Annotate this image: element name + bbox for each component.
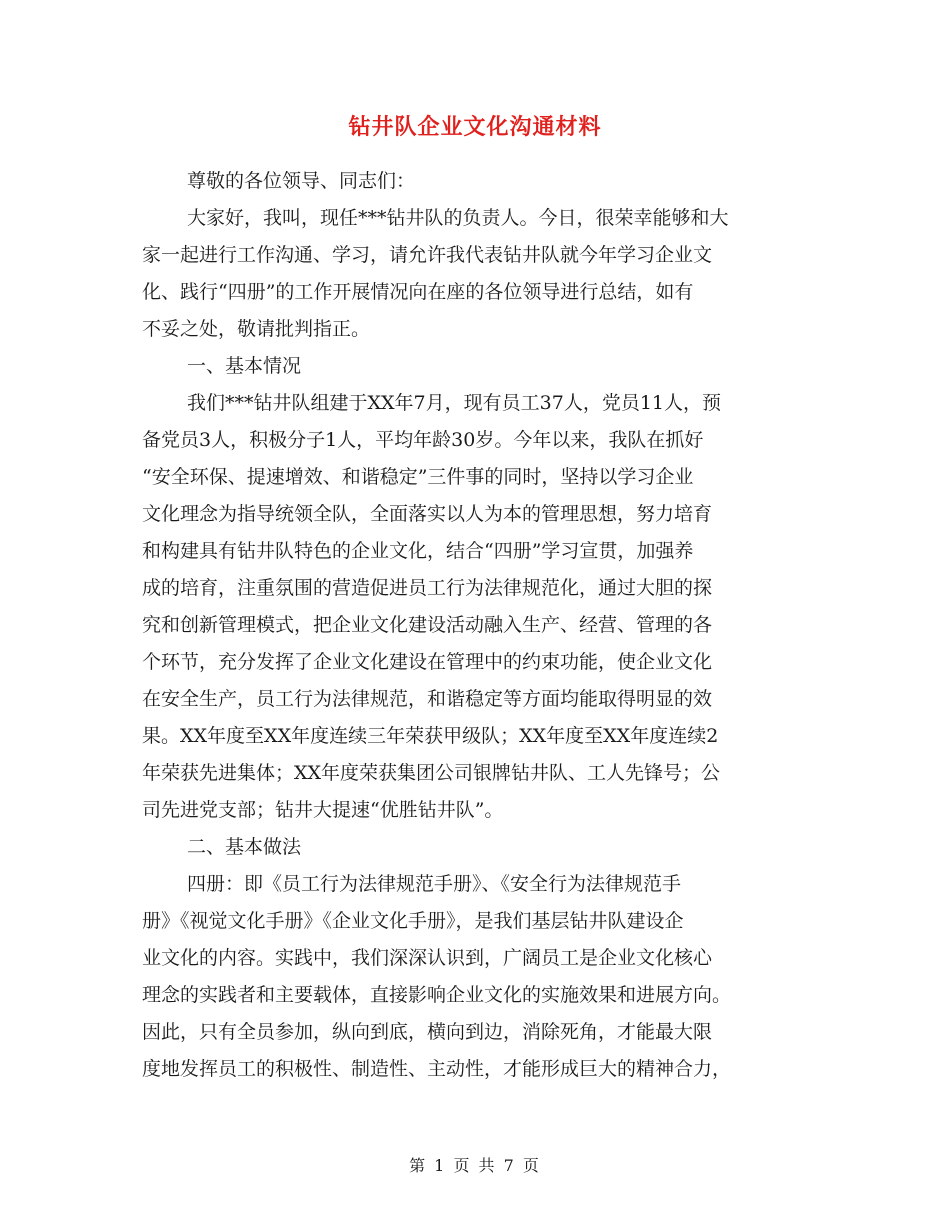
body-text-line: 家一起进行工作沟通、学习，请允许我代表钻井队就今年学习企业文 [142,244,713,266]
body-text-line: 度地发挥员工的积极性、制造性、主动性，才能形成巨大的精神合力， [142,1058,732,1080]
body-text-line: 文化理念为指导统领全队，全面落实以人为本的管理思想，努力培育 [142,503,713,525]
body-text-line: “安全环保、提速增效、和谐稳定”三件事的同时，坚持以学习企业 [142,466,694,488]
body-text-line: 究和创新管理模式，把企业文化建设活动融入生产、经营、管理的各 [142,614,713,636]
body-text-line: 不妥之处，敬请批判指正。 [142,318,371,340]
document-title: 钻井队企业文化沟通材料 [348,114,602,140]
body-text-line: 司先进党支部；钻井大提速“优胜钻井队”。 [142,799,504,821]
body-text-line: 四册：即《员工行为法律规范手册》、《安全行为法律规范手 [187,873,682,895]
body-text-line: 册》《视觉文化手册》《企业文化手册》，是我们基层钻井队建设企 [142,910,684,932]
body-text-line: 在安全生产，员工行为法律规范，和谐稳定等方面均能取得明显的效 [142,688,713,710]
body-text-line: 成的培育，注重氛围的营造促进员工行为法律规范化，通过大胆的探 [142,577,713,599]
body-text-line: 业文化的内容。实践中，我们深深认识到，广阔员工是企业文化核心 [142,947,713,969]
body-text-line: 果。XX年度至XX年度连续三年荣获甲级队；XX年度至XX年度连续2 [142,725,719,747]
page-footer: 第 1 页 共 7 页 [409,1156,541,1175]
body-text-line: 因此，只有全员参加，纵向到底，横向到边，消除死角，才能最大限 [142,1021,713,1043]
body-text-line: 二、基本做法 [187,836,302,858]
body-text-line: 理念的实践者和主要载体，直接影响企业文化的实施效果和进展方向。 [142,984,732,1006]
body-text-line: 尊敬的各位领导、同志们： [187,170,416,192]
document-body [142,163,810,1088]
body-text-line: 个环节，充分发挥了企业文化建设在管理中的约束功能，使企业文化 [142,651,713,673]
body-text-line: 和构建具有钻井队特色的企业文化，结合“四册”学习宣贯，加强养 [142,540,694,562]
body-text-line: 我们***钻井队组建于XX年7月，现有员工37人，党员11人，预 [187,392,721,414]
body-text-line: 一、基本情况 [187,355,302,377]
body-text-line: 年荣获先进集体；XX年度荣获集团公司银牌钻井队、工人先锋号；公 [142,762,721,784]
body-text-line: 大家好，我叫，现任***钻井队的负责人。今日，很荣幸能够和大 [187,207,729,229]
body-text-line: 化、践行“四册”的工作开展情况向在座的各位领导进行总结，如有 [142,281,694,303]
body-text-line: 备党员3人，积极分子1人，平均年龄30岁。今年以来，我队在抓好 [142,429,704,451]
